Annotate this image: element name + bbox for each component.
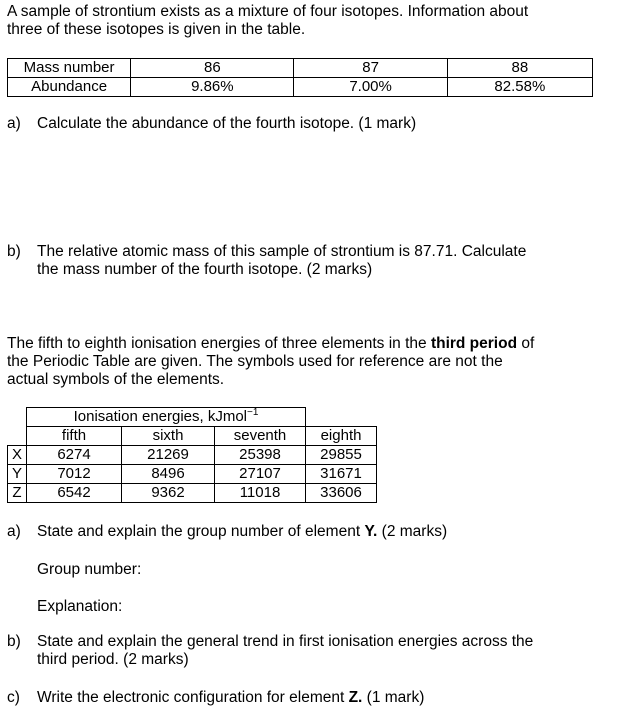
table-row [8, 408, 377, 427]
blank-cell [8, 408, 27, 427]
question-bold-text: Y. [364, 523, 378, 540]
abundance-cell: 9.86% [131, 78, 294, 97]
question-label: a) [7, 115, 21, 132]
table-title [27, 408, 306, 427]
question-1b [7, 243, 607, 283]
abundance-cell: 82.58% [447, 78, 592, 97]
question-label: a) [7, 523, 21, 540]
column-header: fifth [27, 427, 122, 446]
mass-number-cell: 86 [131, 59, 294, 78]
row-header-abundance: Abundance [8, 78, 131, 97]
value-cell: 11018 [215, 484, 306, 503]
isotope-table [7, 58, 593, 97]
column-header: seventh [215, 427, 306, 446]
question-text [37, 523, 447, 541]
mass-number-cell: 88 [447, 59, 592, 78]
value-cell: 6542 [27, 484, 122, 503]
value-cell: 33606 [306, 484, 377, 503]
table-row [8, 59, 593, 78]
row-header-mass-number: Mass number [8, 59, 131, 78]
question-text-end: (1 mark) [362, 689, 425, 706]
element-symbol: Y [8, 465, 27, 484]
explanation-label: Explanation: [37, 598, 123, 615]
question-text-line-1: The relative atomic mass of this sample of strontium is 87.71. Calculate [37, 243, 527, 260]
intro-line-2: three of these isotopes is given in the table. [7, 21, 306, 38]
intro2-line-2: the Periodic Table are given. The symbols used for reference are not the [7, 353, 503, 370]
intro2-text: The fifth to eighth ionisation energies of three elements in the [7, 335, 431, 352]
question-text-end: (2 marks) [377, 523, 448, 540]
element-symbol: Z [8, 484, 27, 503]
question-bold-text: Z. [348, 689, 363, 706]
intro2-line-1 [7, 335, 534, 353]
question-2b [7, 633, 607, 673]
value-cell: 8496 [122, 465, 215, 484]
mass-number-cell: 87 [294, 59, 447, 78]
value-cell: 21269 [122, 446, 215, 465]
column-header: sixth [122, 427, 215, 446]
table-row [8, 78, 593, 97]
value-cell: 7012 [27, 465, 122, 484]
question-text: Calculate the abundance of the fourth isotope. (1 mark) [37, 115, 417, 132]
intro2-line-3: actual symbols of the elements. [7, 371, 225, 388]
value-cell: 9362 [122, 484, 215, 503]
ionisation-energy-table [7, 407, 377, 503]
element-symbol: X [8, 446, 27, 465]
value-cell: 27107 [215, 465, 306, 484]
table-title-superscript: −1 [247, 407, 259, 418]
intro-line-1: A sample of strontium exists as a mixture of four isotopes. Information about [7, 3, 529, 20]
blank-cell [306, 408, 377, 427]
group-number-label: Group number: [37, 561, 142, 578]
question-text-line-1: State and explain the general trend in first ionisation energies across the [37, 633, 534, 650]
value-cell: 6274 [27, 446, 122, 465]
question-text-line-2: third period. (2 marks) [37, 651, 189, 668]
intro2-bold-text: third period [430, 335, 518, 352]
question-text [37, 689, 424, 707]
intro2-text-end: of [517, 335, 535, 352]
question-2a [7, 523, 607, 543]
table-row [8, 465, 377, 484]
question-text-line-2: the mass number of the fourth isotope. (2 marks) [37, 261, 373, 278]
table-row [8, 446, 377, 465]
question-1a [7, 115, 607, 135]
question-text-start: Write the electronic configuration for element [37, 689, 349, 706]
table-row [8, 427, 377, 446]
question-2c [7, 689, 607, 709]
question-label: b) [7, 633, 21, 650]
question-text-start: State and explain the group number of element [37, 523, 365, 540]
abundance-cell: 7.00% [294, 78, 447, 97]
table-title-text: Ionisation energies, kJmol [73, 408, 248, 425]
value-cell: 29855 [306, 446, 377, 465]
table-row [8, 484, 377, 503]
column-header: eighth [306, 427, 377, 446]
question-label: b) [7, 243, 21, 260]
question-label: c) [7, 689, 20, 706]
blank-cell [8, 427, 27, 446]
value-cell: 31671 [306, 465, 377, 484]
value-cell: 25398 [215, 446, 306, 465]
